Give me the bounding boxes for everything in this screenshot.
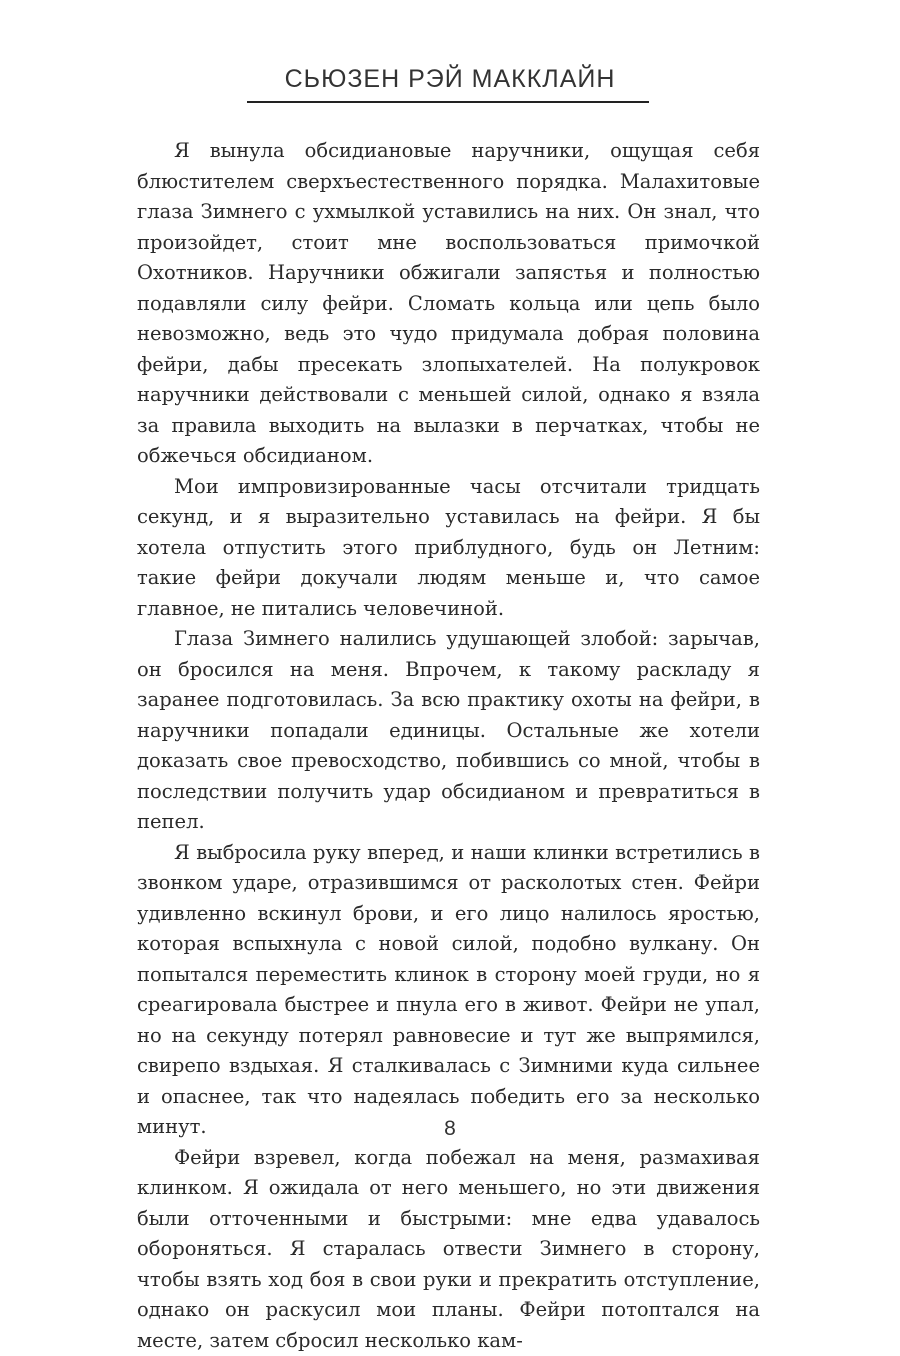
author-name: СЬЮЗЕН РЭЙ МАККЛАЙН <box>285 65 616 93</box>
paragraph-1: Я вынула обсидиановые наручники, ощущая себя блюстителем сверхъестественного порядка. Малахитовые глаза Зимнего с ухмылкой уставились на них. Он знал, что произойдет, стоит мне воспользоваться примочкой Охотников. Наручники обжигали запястья и полностью подавляли силу фейри. Сломать кольца или цепь было невозможно, ведь это чудо придумала добрая половина фейри, дабы пресекать злопыхателей. На полукровок наручники действовали с меньшей силой, однако я взяла за правила выходить на вылазки в перчатках, чтобы не обжечься обсидианом. <box>137 136 760 472</box>
paragraph-2: Мои импровизированные часы отсчитали тридцать секунд, и я выразительно уставилась на фейри. Я бы хотела отпустить этого приблудного, будь он Летним: такие фейри докучали людям меньше и, что самое главное, не питались человечиной. <box>137 472 760 625</box>
running-head <box>0 64 900 94</box>
paragraph-4: Я выбросила руку вперед, и наши клинки встретились в звонком ударе, отразившимся от расколотых стен. Фейри удивленно вскинул брови, и его лицо налилось яростью, которая вспыхнула с новой силой, подобно вулкану. Он попытался переместить клинок в сторону моей груди, но я среагировала быстрее и пнула его в живот. Фейри не упал, но на секунду потерял равновесие и тут же выпрямился, свирепо вздыхая. Я сталкивалась с Зимними куда сильнее и опаснее, так что надеялась победить его за несколько минут. <box>137 838 760 1143</box>
body-text <box>137 136 760 1356</box>
page-number: 8 <box>0 1117 900 1141</box>
paragraph-3: Глаза Зимнего налились удушающей злобой: зарычав, он бросился на меня. Впрочем, к такому раскладу я заранее подготовилась. За всю практику охоты на фейри, в наручники попадали единицы. Остальные же хотели доказать свое превосходство, побившись со мной, чтобы в последствии получить удар обсидианом и превратиться в пепел. <box>137 624 760 838</box>
paragraph-5: Фейри взревел, когда побежал на меня, размахивая клинком. Я ожидала от него меньшего, но эти движения были отточенными и быстрыми: мне едва удавалось обороняться. Я старалась отвести Зимнего в сторону, чтобы взять ход боя в свои руки и прекратить отступление, однако он раскусил мои планы. Фейри потоптался на месте, затем сбросил несколько кам- <box>137 1143 760 1356</box>
header-rule <box>247 101 649 103</box>
